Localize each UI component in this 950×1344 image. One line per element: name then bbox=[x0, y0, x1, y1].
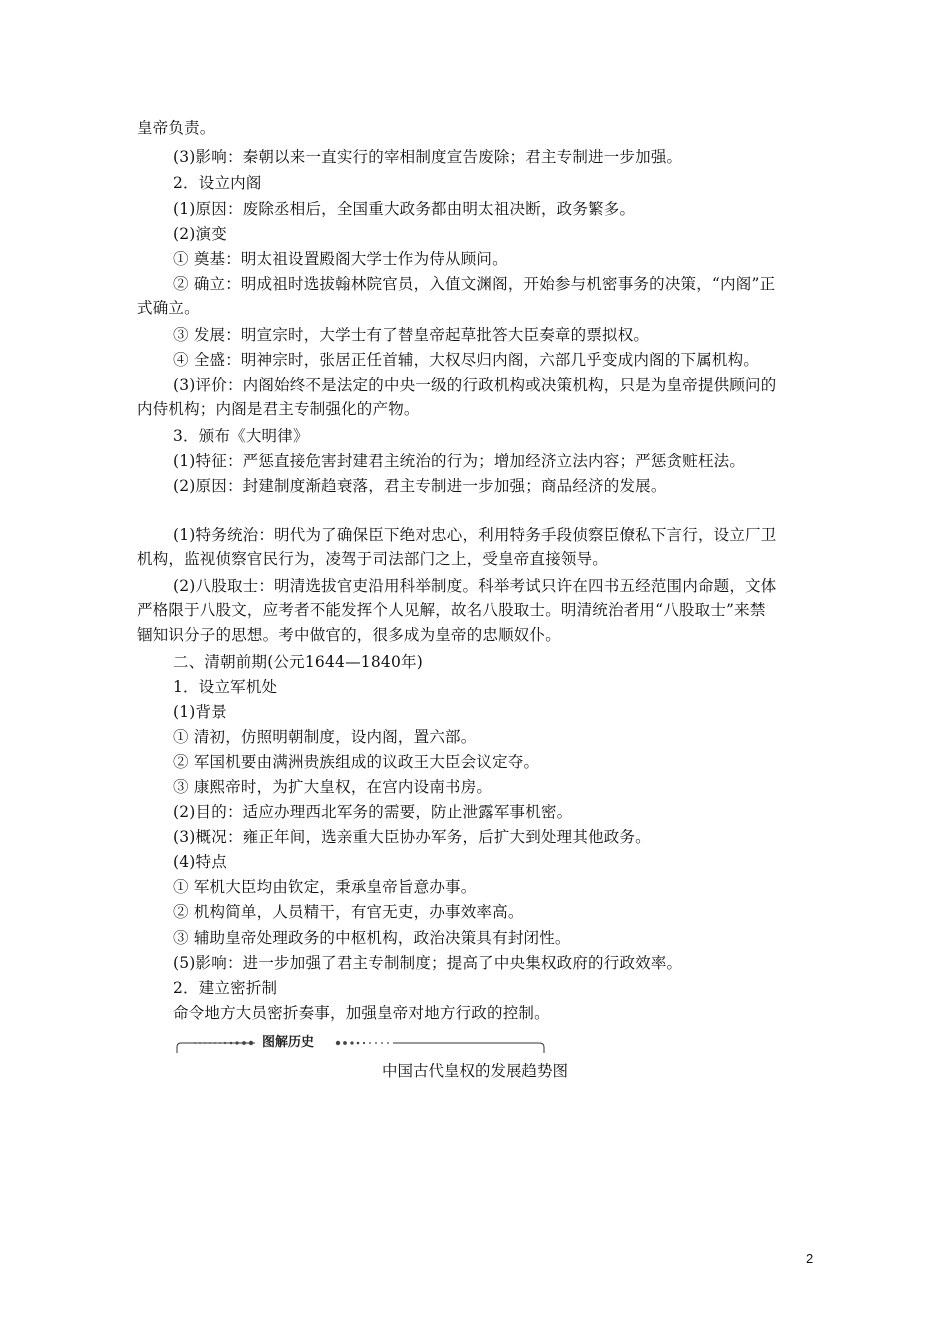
text-line: (2)八股取士：明清选拔官吏沿用科举制度。科举考试只许在四书五经范围内命题，文体 bbox=[173, 577, 777, 595]
text-line: (1)特务统治：明代为了确保臣下绝对忠心，利用特务手段侦察臣僚私下言行，设立厂卫 bbox=[173, 526, 777, 544]
page-number: 2 bbox=[806, 1251, 814, 1266]
text-line: ② 军国机要由满洲贵族组成的议政王大臣会议定夺。 bbox=[173, 753, 540, 771]
text-line: (5)影响：进一步加强了君主专制制度；提高了中央集权政府的行政效率。 bbox=[173, 954, 683, 972]
section-heading: 1．设立军机处 bbox=[173, 678, 278, 696]
text-line: ③ 发展：明宣宗时，大学士有了替皇帝起草批答大臣奏章的票拟权。 bbox=[173, 326, 650, 344]
text-line: ③ 辅助皇帝处理政务的中枢机构，政治决策具有封闭性。 bbox=[173, 929, 571, 947]
text-line: ③ 康熙帝时，为扩大皇权，在宫内设南书房。 bbox=[173, 778, 493, 796]
text-line: (3)评价：内阁始终不是法定的中央一级的行政机构或决策机构，只是为皇帝提供顾问的 bbox=[173, 376, 777, 394]
text-line: (4)特点 bbox=[173, 853, 227, 871]
section-banner bbox=[175, 1035, 547, 1055]
text-line: (3)影响：秦朝以来一直实行的宰相制度宣告废除；君主专制进一步加强。 bbox=[173, 148, 683, 166]
text-line: 命令地方大员密折奏事，加强皇帝对地方行政的控制。 bbox=[173, 1004, 550, 1022]
text-line: 严格限于八股文，应考者不能发挥个人见解，故名八股取士。明清统治者用“八股取士”来禁 bbox=[137, 601, 766, 619]
text-line: (2)目的：适应办理西北军务的需要，防止泄露军事机密。 bbox=[173, 803, 573, 821]
section-heading: 二、清朝前期(公元1644—1840年) bbox=[173, 653, 423, 671]
text-line: (2)演变 bbox=[173, 225, 227, 243]
text-line: (1)特征：严惩直接危害封建君主统治的行为；增加经济立法内容；严惩贪赃枉法。 bbox=[173, 452, 746, 470]
text-line: ② 确立：明成祖时选拔翰林院官员，入值文渊阁，开始参与机密事务的决策，“内阁”正 bbox=[173, 275, 776, 293]
section-heading: 2．建立密折制 bbox=[173, 979, 278, 997]
text-line: ① 军机大臣均由钦定，秉承皇帝旨意办事。 bbox=[173, 878, 477, 896]
text-line: (2)原因：封建制度渐趋衰落，君主专制进一步加强；商品经济的发展。 bbox=[173, 477, 667, 495]
text-line: 锢知识分子的思想。考中做官的，很多成为皇帝的忠顺奴仆。 bbox=[137, 626, 561, 644]
section-heading: 3．颁布《大明律》 bbox=[173, 427, 309, 445]
text-line: ② 机构简单，人员精干，有官无吏，办事效率高。 bbox=[173, 903, 524, 921]
text-line: 皇帝负责。 bbox=[137, 119, 216, 137]
text-line: (1)背景 bbox=[173, 703, 227, 721]
text-line: ① 清初，仿照明朝制度，设内阁，置六部。 bbox=[173, 728, 477, 746]
banner-label: 图解历史 bbox=[259, 1035, 317, 1051]
text-line: ① 奠基：明太祖设置殿阁大学士作为侍从顾问。 bbox=[173, 250, 508, 268]
section-heading: 2．设立内阁 bbox=[173, 174, 262, 192]
text-line: (3)概况：雍正年间，选亲重大臣协办军务，后扩大到处理其他政务。 bbox=[173, 828, 651, 846]
text-line: (1)原因：废除丞相后，全国重大政务都由明太祖决断，政务繁多。 bbox=[173, 200, 636, 218]
text-line: 式确立。 bbox=[137, 299, 200, 317]
text-line: 机构，监视侦察官民行为，凌驾于司法部门之上，受皇帝直接领导。 bbox=[137, 550, 609, 568]
figure-caption: 中国古代皇权的发展趋势图 bbox=[381, 1062, 568, 1080]
banner-frame-icon bbox=[175, 1035, 547, 1055]
text-line: ④ 全盛：明神宗时，张居正任首辅，大权尽归内阁，六部几乎变成内阁的下属机构。 bbox=[173, 351, 760, 369]
text-line: 内侍机构；内阁是君主专制强化的产物。 bbox=[137, 400, 420, 418]
